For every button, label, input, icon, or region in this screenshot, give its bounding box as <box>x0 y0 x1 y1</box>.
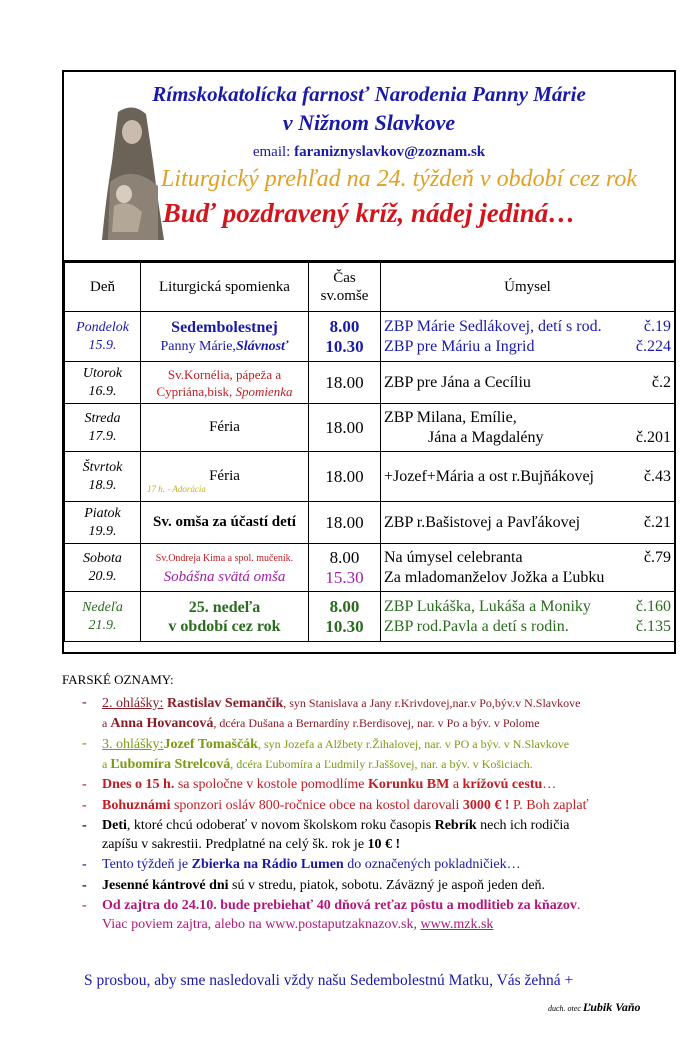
day-cell <box>65 502 141 544</box>
day-date: 17.9. <box>88 428 117 444</box>
intention-text: +Jozef+Mária a ost r.Bujňákovej <box>384 467 594 485</box>
intention-text: ZBP rod.Pavla a detí s rodin. <box>384 617 569 635</box>
table-row <box>65 362 675 404</box>
intention-cell <box>381 362 675 404</box>
intention-number: č.135 <box>635 617 671 635</box>
time-cell <box>309 362 381 404</box>
intention-text: ZBP pre Máriu a Ingrid <box>384 337 535 355</box>
notice-text: , dcéra Dušana a Bernardíny r.Berdisovej, nar. v Po a býv. v Polome <box>213 715 540 730</box>
mass-time: 18.00 <box>325 417 364 437</box>
notice-text: Tento týždeň je <box>102 857 192 872</box>
notice-name: Jozef Tomaščák <box>163 737 258 752</box>
notice-text: nech ich rodičia <box>476 818 570 833</box>
memory-rank: Slávnosť <box>235 338 289 354</box>
memory-cell <box>141 312 309 362</box>
intention-number: č.43 <box>643 467 671 485</box>
notice-emphasis: 3000 € ! <box>462 797 510 813</box>
intention-text: Na úmysel celebranta <box>384 548 523 566</box>
notice-text: . <box>576 898 581 913</box>
intention-text: Za mladomanželov Jožka a Ľubku <box>384 568 605 586</box>
email-label: email: <box>252 144 295 160</box>
parish-place: v Nižnom Slavkove <box>282 110 456 135</box>
day-cell <box>65 592 141 642</box>
bullet-dash: - <box>82 695 87 710</box>
memory-rank: Spomienka <box>235 383 293 399</box>
signature-prefix: duch. otec <box>548 1004 583 1013</box>
notice-name: Rastislav Semančík <box>166 696 284 711</box>
intention-cell <box>381 404 675 452</box>
memory-line: Féria <box>209 468 240 484</box>
intention-cell <box>381 312 675 362</box>
memory-cell <box>141 592 309 642</box>
intention-number: č.160 <box>635 597 671 615</box>
day-date: 15.9. <box>88 337 117 353</box>
intention-text: ZBP Márie Sedlákovej, detí s rod. <box>384 317 602 335</box>
schedule-frame <box>62 70 676 654</box>
notice-emphasis: Bohuznámi <box>102 797 171 813</box>
notice-item <box>62 694 682 733</box>
intention-number: č.2 <box>651 373 671 391</box>
day-name: Štvrtok <box>82 459 123 475</box>
bullet-dash: - <box>82 877 87 893</box>
intention-text: Jána a Magdalény <box>428 428 544 446</box>
mass-schedule-table <box>64 262 675 642</box>
day-cell <box>65 362 141 404</box>
table-row <box>65 592 675 642</box>
memory-line: Féria <box>209 419 240 435</box>
table-row <box>65 404 675 452</box>
notice-text: P. Boh zaplať <box>509 797 589 813</box>
notice-name: Ľubomíra Strelcová <box>110 756 231 772</box>
blessing-text: S prosbou, aby sme nasledovali vždy našu Sedembolestnú Matku, Vás žehná + <box>84 972 574 989</box>
time-cell <box>309 312 381 362</box>
mass-time: 15.30 <box>325 567 364 587</box>
notice-emphasis: Jesenné kántrové dni <box>102 877 229 893</box>
parish-name: Rímskokatolícka farnosť Narodenia Panny Márie <box>152 82 586 106</box>
intention-number: č.79 <box>643 548 671 566</box>
intention-text: ZBP r.Bašistovej a Pavľákovej <box>384 513 581 531</box>
day-date: 16.9. <box>88 383 117 399</box>
intention-cell <box>381 544 675 592</box>
memory-cell <box>141 362 309 404</box>
bullet-dash: - <box>82 777 87 792</box>
notice-label: 2. ohlášky: <box>102 696 164 711</box>
intention-text: ZBP pre Jána a Cecíliu <box>384 373 531 391</box>
notice-emphasis: krížovú cestu <box>462 777 543 792</box>
table-row <box>65 502 675 544</box>
table-row <box>65 544 675 592</box>
memory-cell <box>141 544 309 592</box>
motto: Buď pozdravený kríž, nádej jediná… <box>162 198 576 228</box>
notice-text: , syn Jozefa a Alžbety r.Žihalovej, nar. v PO a býv. v N.Slavkove <box>257 737 570 751</box>
notice-text: , syn Stanislava a Jany r.Krivdovej,nar.v Po,býv.v N.Slavkove <box>283 696 581 710</box>
header <box>64 72 674 262</box>
day-name: Utorok <box>82 365 123 381</box>
table-header-row <box>65 263 675 312</box>
notice-emphasis: Deti <box>102 818 127 833</box>
notice-item <box>62 856 682 875</box>
notice-text: , ktoré chcú odoberať v novom školskom roku časopis <box>126 818 435 833</box>
memory-line: Sobášna svätá omša <box>163 568 286 585</box>
bullet-dash: - <box>82 818 87 833</box>
day-cell <box>65 544 141 592</box>
notice-emphasis: 10 € ! <box>367 836 401 852</box>
mass-time: 18.00 <box>325 372 364 392</box>
notices-title: FARSKÉ OZNAMY: <box>62 672 174 687</box>
day-name: Sobota <box>83 550 122 566</box>
bullet-dash: - <box>82 898 87 913</box>
bullet-dash: - <box>82 797 87 813</box>
header-time-l2: sv.omše <box>320 288 369 304</box>
memory-line: 25. nedeľa <box>188 598 261 616</box>
memory-line: Sv. omša za účastí detí <box>153 514 296 530</box>
notice-item <box>62 797 682 816</box>
day-date: 18.9. <box>88 477 117 493</box>
notice-text: Viac poviem zajtra, alebo na www.postaputzaknazov.sk, <box>102 916 421 932</box>
time-cell <box>309 502 381 544</box>
website-link[interactable]: www.mzk.sk <box>420 916 494 932</box>
notice-emphasis: Dnes o 15 h. <box>102 777 175 792</box>
memory-line: v období cez rok <box>168 617 281 635</box>
header-intention: Úmysel <box>381 263 675 312</box>
table-row <box>65 452 675 502</box>
notice-text: sú v stredu, piatok, sobotu. Záväzný je aspoň jeden deň. <box>228 877 546 893</box>
intention-number: č.19 <box>643 317 671 335</box>
header-time <box>309 263 381 312</box>
notice-item <box>62 817 682 854</box>
notice-text: a <box>449 777 463 792</box>
memory-line: Cypriána,bisk, <box>156 383 233 399</box>
mass-time: 18.00 <box>325 466 364 486</box>
email-address: faraniznyslavkov@zoznam.sk <box>294 144 486 160</box>
time-cell <box>309 544 381 592</box>
day-cell <box>65 312 141 362</box>
notice-emphasis: Rebrík <box>434 818 477 833</box>
notice-text: do označených pokladničiek… <box>343 857 521 872</box>
notice-text: sa spoločne v kostole pomodlíme <box>174 777 369 792</box>
day-date: 21.9. <box>88 617 117 633</box>
notice-text: sponzori osláv 800-ročnice obce na kostol darovali <box>170 797 463 813</box>
memory-line: Sv.Kornélia, pápeža a <box>167 366 282 382</box>
intention-number: č.21 <box>643 513 671 531</box>
notice-text: a <box>102 756 111 771</box>
memory-line: Sedembolestnej <box>171 318 278 336</box>
memory-cell <box>141 404 309 452</box>
header-time-l1: Čas <box>333 270 356 286</box>
time-cell <box>309 452 381 502</box>
email-line <box>64 144 674 161</box>
notice-item <box>62 897 682 934</box>
bullet-dash: - <box>82 736 87 751</box>
adoration-note: 17 h. - Adorácia <box>147 484 206 494</box>
day-name: Piatok <box>84 505 121 521</box>
intention-cell <box>381 452 675 502</box>
notice-item <box>62 877 682 896</box>
notice-item <box>62 735 682 774</box>
day-cell <box>65 404 141 452</box>
memory-cell <box>141 502 309 544</box>
notice-text: zapíšu v sakrestii. Predplatné na celý šk. rok je <box>102 836 368 852</box>
signature <box>548 1000 641 1015</box>
mass-time: 10.30 <box>325 336 364 356</box>
intention-cell <box>381 502 675 544</box>
signature-name: Ľubik Vaňo <box>582 1000 641 1014</box>
header-memory: Liturgická spomienka <box>141 263 309 312</box>
notice-text: … <box>542 777 557 792</box>
day-name: Pondelok <box>76 319 129 335</box>
intention-text: ZBP Milana, Emílie, <box>384 408 517 426</box>
memory-line: Sv.Ondreja Kima a spol. mučeník. <box>155 552 294 564</box>
table-row <box>65 312 675 362</box>
memory-line: Panny Márie, <box>160 338 236 354</box>
bullet-dash: - <box>82 857 87 872</box>
mass-time: 8.00 <box>329 316 360 336</box>
notice-text: , dcéra Ľubomíra a Ľudmily r.Jaššovej, nar. a býv. v Košiciach. <box>230 756 533 771</box>
intention-cell <box>381 592 675 642</box>
mass-time: 8.00 <box>329 596 360 616</box>
mass-time: 8.00 <box>329 547 360 567</box>
time-cell <box>309 592 381 642</box>
day-date: 20.9. <box>88 568 117 584</box>
day-date: 19.9. <box>88 523 117 539</box>
day-name: Nedeľa <box>82 599 123 615</box>
day-cell <box>65 452 141 502</box>
notice-label: 3. ohlášky: <box>102 737 164 752</box>
mass-time: 18.00 <box>325 512 364 532</box>
notice-emphasis: Korunku BM <box>368 777 450 792</box>
notice-emphasis: Od zajtra do 24.10. bude prebiehať 40 dňová reťaz pôstu a modlitieb za kňazov <box>102 898 577 913</box>
intention-number: č.224 <box>635 337 671 355</box>
notice-text: a <box>102 715 111 730</box>
header-day: Deň <box>65 263 141 312</box>
notice-item <box>62 776 682 795</box>
mass-time: 10.30 <box>325 616 364 636</box>
time-cell <box>309 404 381 452</box>
day-name: Streda <box>84 410 121 426</box>
intention-text: ZBP Lukáška, Lukáša a Moniky <box>384 597 591 615</box>
memory-cell <box>141 452 309 502</box>
notice-emphasis: Zbierka na Rádio Lumen <box>191 857 344 872</box>
intention-number: č.201 <box>635 428 671 446</box>
notice-name: Anna Hovancová <box>110 715 214 731</box>
parish-notices <box>62 672 682 936</box>
liturgy-title: Liturgický prehľad na 24. týždeň v období cez rok <box>161 166 637 192</box>
